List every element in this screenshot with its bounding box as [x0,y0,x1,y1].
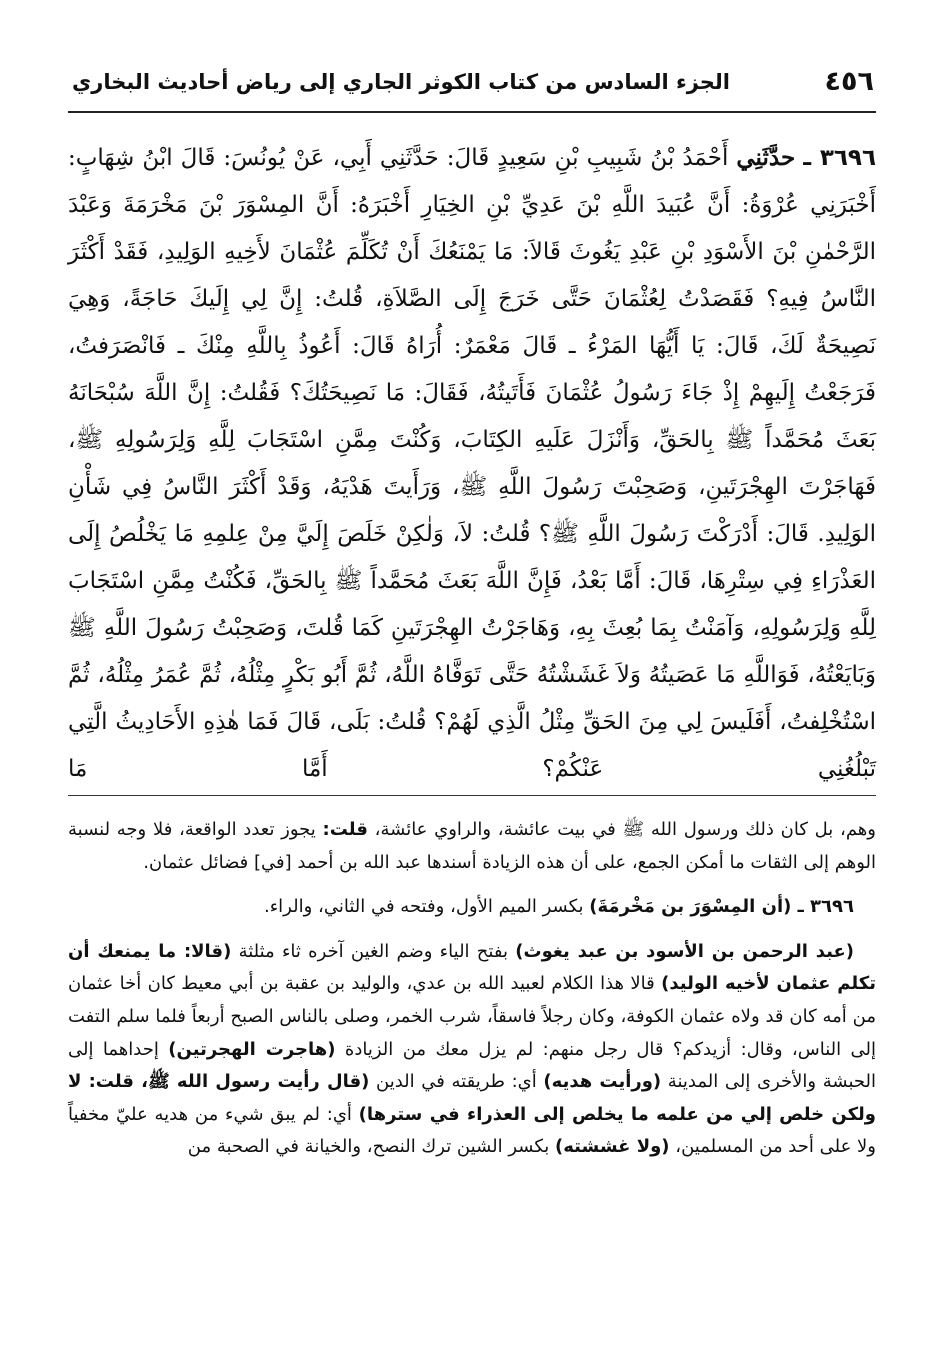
commentary-lemma: (ولا غششته) [555,1136,670,1158]
commentary-text: بكسر الشين ترك النصح، والخيانة في الصحبة من [187,1136,550,1158]
commentary-paragraph-1 [68,814,876,879]
commentary-text: بكسر الميم الأول، وفتحه في الثاني، والراء. [264,896,584,918]
commentary-lemma: (قالا: ما يمنعك أن تكلم عثمان لأخيه الوليد) [68,940,876,995]
running-title: الجزء السادس من كتاب الكوثر الجاري إلى رياض أحاديث البخاري [72,70,730,94]
commentary-lemma: (ورأيت هديه) [543,1071,662,1093]
commentary-lemma: ٣٦٩٦ ـ (أن المِسْوَرَ بن مَخْرمَةَ) [589,896,854,918]
hadith-text [68,134,877,782]
book-page [68,62,876,1302]
hadith-paragraph [68,134,876,793]
commentary-text: وهم، بل كان ذلك ورسول الله ﷺ في بيت عائشة، والراوي عائشة، [374,819,876,840]
commentary-lemma: (عبد الرحمن بن الأسود بن عبد يغوث) [515,940,854,962]
commentary [68,814,876,1164]
commentary-paragraph-3 [68,936,876,1164]
hadith-opening: حدَّثَنِي [736,144,796,171]
page-number: ٤٥٦ [824,66,874,97]
qultu-marker: قلت: [322,819,368,840]
commentary-text: إحداهما إلى الحبشة والأخرى إلى المدينة [68,1038,876,1093]
commentary-text: أي: طريقته في الدين [376,1071,537,1093]
commentary-lemma: (قال رأيت رسول الله ﷺ، قلت: لا ولكن خلص إلي من علمه ما يخلص إلى العذراء في سترها) [68,1071,876,1125]
commentary-paragraph-2 [68,891,876,924]
footnote-rule [68,795,876,796]
commentary-text: أي: لم يبق شيء من هديه عليّ مخفياً ولا على أحد من المسلمين، [68,1103,876,1158]
hadith-body: أَحْمَدُ بْنُ شَبِيبِ بْنِ سَعِيدٍ قَالَ: حَدَّثَنِي أَبِي، عَنْ يُونُسَ: قَالَ ابْنُ شِهَابٍ: أَخْبَرَنِي عُرْوَةُ: أَنَّ عُبَيدَ اللَّهِ بْنَ عَدِيِّ بْنِ الخِيَارِ أَخْبَرَهُ: أَنَّ المِسْوَرَ بْنَ مَخْرَمَةَ وَعَبْدَ الرَّحْمٰنِ بْنَ الأَسْوَدِ بْنِ عَبْدِ يَغُوثَ قَالاَ: مَا يَمْنَعُكَ أَنْ تُكَلِّمَ عُثْمَانَ لأَخِيهِ الوَلِيدِ، فَقَدْ أَكْثَرَ النَّاسُ فِيهِ؟ فَقَصَدْتُ لِعُثْمَانَ حَتَّى خَرَجَ إِلَى الصَّلاَةِ، قُلتُ: إِنَّ لِي إِلَيكَ حَاجَةً، وَهِيَ نَصِيحَةٌ لَكَ، قَالَ: يَا أَيُّهَا المَرْءُ ـ قَالَ مَعْمَرٌ: أُرَاهُ قَالَ: أَعُوذُ بِاللَّهِ مِنْكَ ـ فَانْصَرَفتُ، فَرَجَعْتُ إِلَيهِمْ إِذْ جَاءَ رَسُولُ عُثْمَانَ فَأَتَيتُهُ، فَقَالَ: مَا نَصِيحَتُكَ؟ فَقُلتُ: إِنَّ اللَّهَ سُبْحَانَهُ بَعَثَ مُحَمَّداً ﷺ بِالحَقِّ، وَأَنْزَلَ عَلَيهِ الكِتَابَ، وَكُنْتَ مِمَّنِ اسْتَجَابَ لِلَّهِ وَلِرَسُولِهِ ﷺ، فَهَاجَرْتَ الهِجْرَتَينِ، وَصَحِبْتَ رَسُولَ اللَّهِ ﷺ، وَرَأَيتَ هَدْيَهُ، وَقَدْ أَكْثَرَ النَّاسُ فِي شَأْنِ الوَلِيدِ. قَالَ: أَدْرَكْتَ رَسُولَ اللَّهِ ﷺ؟ قُلتُ: لاَ، وَلٰكِنْ خَلَصَ إِلَيَّ مِنْ عِلمِهِ مَا يَخْلُصُ إِلَى العَذْرَاءِ فِي سِتْرِهَا، قَالَ: أَمَّا بَعْدُ، فَإِنَّ اللَّهَ بَعَثَ مُحَمَّداً ﷺ بِالحَقِّ، فَكُنْتُ مِمَّنِ اسْتَجَابَ لِلَّهِ وَلِرَسُولِهِ، وَآمَنْتُ بِمَا بُعِثَ بِهِ، وَهَاجَرْتُ الهِجْرَتَينِ كَمَا قُلتَ، وَصَحِبْتُ رَسُولَ اللَّهِ ﷺ وَبَايَعْتُهُ، فَوَاللَّهِ مَا عَصَيتُهُ وَلاَ غَشَشْتُهُ حَتَّى تَوَفَّاهُ اللَّهُ، ثُمَّ أَبُو بَكْرٍ مِثْلُهُ، ثُمَّ عُمَرُ مِثْلُهُ، ثُمَّ اسْتُخْلِفتُ، أَفَلَيسَ لِي مِنَ الحَقِّ مِثْلُ الَّذِي لَهُمْ؟ قُلتُ: بَلَى، قَالَ فَمَا هٰذِهِ الأَحَادِيثُ الَّتِي تَبْلُغُنِي عَنْكُمْ؟ أَمَّا مَا [68,145,876,782]
hadith-number: ٣٦٩٦ ـ [803,145,877,171]
header-rule [68,111,876,113]
page-header [68,62,876,106]
commentary-text: بفتح الياء وضم الغين آخره ثاء مثلثة [238,940,508,962]
commentary-text: يجوز تعدد الواقعة، فلا وجه لنسبة الوهم إلى الثقات ما أمكن الجمع، على أن هذه الزيادة أسندها عبد الله بن أحمد [في] فضائل عثمان. [68,819,876,873]
commentary-text: قالا هذا الكلام لعبيد الله بن عدي، والوليد بن عقبة بن أبي معيط كان أخا عثمان من أمه كان قد ولاه عثمان الكوفة، وكان رجلاً فاسقاً، شرب الخمر، وصلى بالناس الصبح أربعاً فلما سلم التفت إلى الناس، وقال: أزيدكم؟ قال رجل منهم: لم يزل معك من الزيادة [68,973,877,1060]
commentary-lemma: (هاجرت الهجرتين) [168,1038,336,1060]
